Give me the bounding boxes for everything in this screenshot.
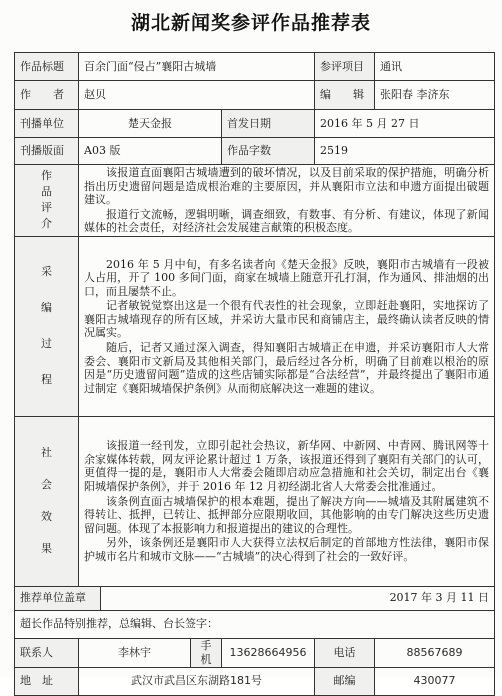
- label-editor: 编 辑: [315, 81, 375, 110]
- word-count-value: 2519: [315, 138, 495, 165]
- recommendation-form-table: [14, 52, 495, 696]
- editor-value: 张阳春 李济东: [375, 81, 495, 110]
- publisher-value: 楚天金报: [79, 110, 222, 138]
- recommend-date: 2017 年 3 月 11 日: [101, 586, 495, 610]
- label-first-date: 首发日期: [222, 110, 315, 138]
- label-word-count: 作品字数: [222, 138, 315, 165]
- review-paragraph: 报道行文流畅，逻辑明晰，调查细致，有数事、有分析、有建议，体现了新闻媒体的社会责任，对经济社会发展建言献策的积极态度。: [84, 207, 490, 235]
- postcode-value: 430077: [375, 667, 495, 695]
- label-telephone: 电话: [315, 638, 375, 667]
- effect-content: [79, 416, 495, 586]
- contact-person-value: 李林宇: [79, 638, 191, 667]
- mobile-value: 13628664956: [222, 638, 315, 667]
- category-value: 通讯: [375, 53, 495, 81]
- row-recommend: [15, 586, 495, 610]
- label-work-title: 作品标题: [15, 53, 79, 81]
- label-page: 刊播版面: [15, 138, 79, 165]
- effect-paragraph: 该条例直面古城墙保护的根本难题，提出了解决方向——城墙及其附属建筑不得转让、抵押，已转让、抵押部分应限期收回，其他影响的由专门解决这些历史遗留问题。体现了本报影响力和报道提出的建议的合理性。: [84, 494, 490, 535]
- label-postcode: 邮编: [315, 667, 375, 695]
- review-content: [79, 165, 495, 237]
- label-effect: 社 会 效 果: [15, 416, 79, 586]
- address-value: 武汉市武昌区东湖路181号: [79, 667, 315, 695]
- effect-paragraph: 另外，该条例还是襄阳市人大获得立法权后制定的首部地方性法律，襄阳市保护城市名片和城市文脉——“古城墙”的决心得到了社会的一致好评。: [84, 536, 490, 564]
- label-address: 地 址: [15, 667, 79, 695]
- label-author: 作 者: [15, 81, 79, 110]
- author-value: 赵贝: [79, 81, 315, 110]
- row-publisher: [15, 110, 495, 138]
- label-contact-person: 联系人: [15, 638, 79, 667]
- row-effect: [15, 416, 495, 586]
- label-recommend-seal: 推荐单位盖章: [15, 586, 101, 610]
- process-paragraph: 随后，记者又通过深入调查，得知襄阳古城墙正在申遗，并采访襄阳市人大常委会、襄阳市文新局及其他相关部门，最后经过各分析，明确了目前难以根治的原因是“历史遗留问题”造成的这些店铺实际都是“合法经营”，并最终提出了襄阳市通过制定《襄阳城墙保护条例》从而彻底解决这一难题的建议。: [84, 341, 490, 395]
- first-date-value: 2016 年 5 月 27 日: [315, 110, 495, 138]
- process-content: [79, 236, 495, 416]
- telephone-value: 88567689: [375, 638, 495, 667]
- special-recommend-label: 超长作品特别推荐，总编辑、台长签字：: [15, 610, 495, 638]
- process-paragraph: 记者敏锐觉察出这是一个很有代表性的社会现象，立即赶赴襄阳，实地探访了襄阳古城墙现存的所有区域，并采访大量市民和商铺店主，最终确认读者反映的情况属实。: [84, 299, 490, 340]
- label-mobile: 手机: [191, 638, 222, 667]
- label-review: 作 品 评 介: [15, 165, 79, 237]
- effect-paragraph: 该报道一经刊发，立即引起社会热议，新华网、中新网、中青网、腾讯网等十余家媒体转载，网友评论累计超过 1 万条，该报道还得到了襄阳有关部门的认可，更值得一提的是，襄阳市人大常委会随即启动应急措施和社会关切，制定出台《襄阳城墙保护条例》，并于 2016 年 12 月初经湖北省人大常委会批准通过。: [84, 439, 490, 494]
- work-title-value: 百余门面“侵占”襄阳古城墙: [79, 53, 315, 81]
- label-process: 采 编 过 程: [15, 236, 79, 416]
- row-author: [15, 81, 495, 110]
- row-address: [15, 667, 495, 695]
- label-publisher: 刊播单位: [15, 110, 79, 138]
- process-paragraph: 2016 年 5 月中旬，有多名读者向《楚天金报》反映，襄阳市古城墙有一段被人占用，开了 100 多间门面，商家在城墙上随意开孔打洞，作为通风、排油烟的出口，而且屡禁不止。: [84, 257, 490, 298]
- page-value: A03 版: [79, 138, 222, 165]
- row-work-title: [15, 53, 495, 81]
- row-review: [15, 165, 495, 237]
- row-page: [15, 138, 495, 165]
- page-title: 湖北新闻奖参评作品推荐表: [130, 12, 371, 34]
- label-category: 参评项目: [315, 53, 375, 81]
- row-contact: [15, 638, 495, 667]
- row-special: [15, 610, 495, 638]
- row-process: [15, 236, 495, 416]
- review-paragraph: 该报道直面襄阳古城墙遭到的破坏情况，以及目前采取的保护措施，明确分析指出历史遗留问题是造成根治难的主要原因，并从襄阳市立法和申遗方面提出破题建议。: [84, 166, 490, 207]
